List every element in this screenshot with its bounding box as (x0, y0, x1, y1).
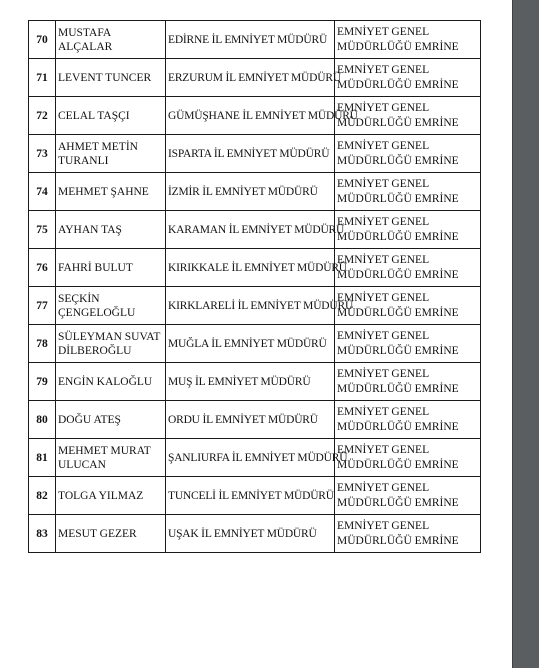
table-row (29, 97, 481, 135)
new-assignment-line1: EMNİYET GENEL (337, 177, 430, 190)
current-position: MUŞ İL EMNİYET MÜDÜRÜ (166, 363, 335, 401)
table-row (29, 325, 481, 363)
row-number: 79 (29, 363, 56, 401)
row-number: 73 (29, 135, 56, 173)
row-number: 77 (29, 287, 56, 325)
person-name: LEVENT TUNCER (56, 59, 166, 97)
person-name: MESUT GEZER (56, 515, 166, 553)
current-position: TUNCELİ İL EMNİYET MÜDÜRÜ (166, 477, 335, 515)
new-assignment-line2: MÜDÜRLÜĞÜ EMRİNE (337, 534, 459, 547)
row-number: 74 (29, 173, 56, 211)
new-assignment-line1: EMNİYET GENEL (337, 443, 430, 456)
table-row (29, 21, 481, 59)
new-assignment (335, 249, 481, 287)
table-row (29, 173, 481, 211)
person-name: MUSTAFA ALÇALAR (56, 21, 166, 59)
row-number: 83 (29, 515, 56, 553)
new-assignment-line1: EMNİYET GENEL (337, 101, 430, 114)
new-assignment (335, 287, 481, 325)
person-name: MEHMET ŞAHNE (56, 173, 166, 211)
appointments-table (28, 20, 481, 553)
viewer-scroll-area[interactable] (512, 0, 539, 668)
new-assignment-line1: EMNİYET GENEL (337, 405, 430, 418)
current-position: ERZURUM İL EMNİYET MÜDÜRÜ (166, 59, 335, 97)
new-assignment-line1: EMNİYET GENEL (337, 481, 430, 494)
new-assignment-line2: MÜDÜRLÜĞÜ EMRİNE (337, 78, 459, 91)
current-position: UŞAK İL EMNİYET MÜDÜRÜ (166, 515, 335, 553)
row-number: 71 (29, 59, 56, 97)
new-assignment-line2: MÜDÜRLÜĞÜ EMRİNE (337, 306, 459, 319)
current-position: KIRIKKALE İL EMNİYET MÜDÜRÜ (166, 249, 335, 287)
current-position: MUĞLA İL EMNİYET MÜDÜRÜ (166, 325, 335, 363)
new-assignment (335, 173, 481, 211)
person-name: AYHAN TAŞ (56, 211, 166, 249)
new-assignment-line2: MÜDÜRLÜĞÜ EMRİNE (337, 496, 459, 509)
current-position: EDİRNE İL EMNİYET MÜDÜRÜ (166, 21, 335, 59)
row-number: 72 (29, 97, 56, 135)
row-number: 75 (29, 211, 56, 249)
new-assignment (335, 59, 481, 97)
new-assignment-line2: MÜDÜRLÜĞÜ EMRİNE (337, 192, 459, 205)
table-row (29, 515, 481, 553)
new-assignment (335, 325, 481, 363)
new-assignment-line1: EMNİYET GENEL (337, 25, 430, 38)
current-position: GÜMÜŞHANE İL EMNİYET MÜDÜRÜ (166, 97, 335, 135)
new-assignment-line1: EMNİYET GENEL (337, 291, 430, 304)
new-assignment (335, 401, 481, 439)
table-row (29, 439, 481, 477)
new-assignment (335, 363, 481, 401)
new-assignment-line2: MÜDÜRLÜĞÜ EMRİNE (337, 382, 459, 395)
new-assignment-line1: EMNİYET GENEL (337, 329, 430, 342)
new-assignment-line2: MÜDÜRLÜĞÜ EMRİNE (337, 116, 459, 129)
new-assignment-line1: EMNİYET GENEL (337, 215, 430, 228)
current-position: KIRKLARELİ İL EMNİYET MÜDÜRÜ (166, 287, 335, 325)
person-name: TOLGA YILMAZ (56, 477, 166, 515)
person-name: FAHRİ BULUT (56, 249, 166, 287)
new-assignment-line2: MÜDÜRLÜĞÜ EMRİNE (337, 230, 459, 243)
new-assignment-line1: EMNİYET GENEL (337, 253, 430, 266)
new-assignment-line2: MÜDÜRLÜĞÜ EMRİNE (337, 420, 459, 433)
current-position: ŞANLIURFA İL EMNİYET MÜDÜRÜ (166, 439, 335, 477)
new-assignment (335, 515, 481, 553)
row-number: 80 (29, 401, 56, 439)
person-name: SÜLEYMAN SUVAT DİLBEROĞLU (56, 325, 166, 363)
new-assignment (335, 211, 481, 249)
table-row (29, 287, 481, 325)
new-assignment-line1: EMNİYET GENEL (337, 519, 430, 532)
row-number: 78 (29, 325, 56, 363)
new-assignment (335, 97, 481, 135)
table-row (29, 249, 481, 287)
new-assignment-line2: MÜDÜRLÜĞÜ EMRİNE (337, 40, 459, 53)
new-assignment (335, 135, 481, 173)
person-name: MEHMET MURAT ULUCAN (56, 439, 166, 477)
current-position: KARAMAN İL EMNİYET MÜDÜRÜ (166, 211, 335, 249)
new-assignment-line2: MÜDÜRLÜĞÜ EMRİNE (337, 154, 459, 167)
new-assignment-line2: MÜDÜRLÜĞÜ EMRİNE (337, 458, 459, 471)
table-row (29, 135, 481, 173)
person-name: DOĞU ATEŞ (56, 401, 166, 439)
new-assignment-line2: MÜDÜRLÜĞÜ EMRİNE (337, 344, 459, 357)
row-number: 81 (29, 439, 56, 477)
table-row (29, 363, 481, 401)
current-position: ISPARTA İL EMNİYET MÜDÜRÜ (166, 135, 335, 173)
current-position: ORDU İL EMNİYET MÜDÜRÜ (166, 401, 335, 439)
new-assignment-line2: MÜDÜRLÜĞÜ EMRİNE (337, 268, 459, 281)
new-assignment (335, 439, 481, 477)
row-number: 70 (29, 21, 56, 59)
table-row (29, 211, 481, 249)
person-name: AHMET METİN TURANLI (56, 135, 166, 173)
table-row (29, 477, 481, 515)
new-assignment-line1: EMNİYET GENEL (337, 139, 430, 152)
table-row (29, 401, 481, 439)
table-body (29, 21, 481, 553)
row-number: 82 (29, 477, 56, 515)
current-position: İZMİR İL EMNİYET MÜDÜRÜ (166, 173, 335, 211)
row-number: 76 (29, 249, 56, 287)
person-name: ENGİN KALOĞLU (56, 363, 166, 401)
table-row (29, 59, 481, 97)
person-name: CELAL TAŞÇI (56, 97, 166, 135)
person-name: SEÇKİN ÇENGELOĞLU (56, 287, 166, 325)
new-assignment-line1: EMNİYET GENEL (337, 63, 430, 76)
new-assignment (335, 21, 481, 59)
new-assignment (335, 477, 481, 515)
new-assignment-line1: EMNİYET GENEL (337, 367, 430, 380)
